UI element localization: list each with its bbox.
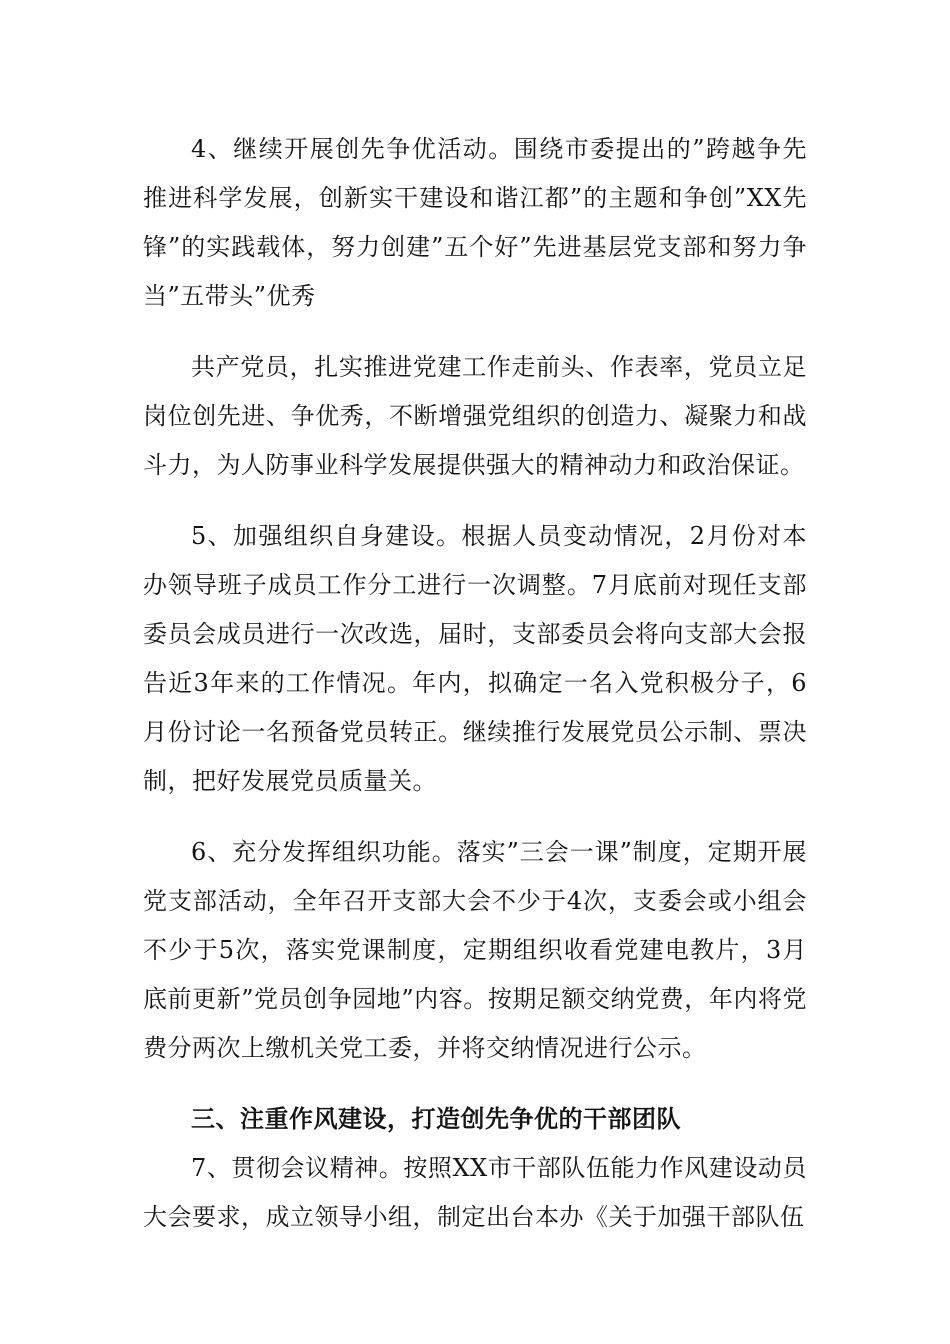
paragraph-item-6: 6、充分发挥组织功能。落实”三会一课”制度，定期开展党支部活动，全年召开支部大会不少于4次，支委会或小组会不少于5次，落实党课制度，定期组织收看党建电教片，3月底前更新”党员创争园地”内容。按期足额交纳党费，年内将党费分两次上缴机关党工委，并将交纳情况进行公示。 <box>143 838 807 1062</box>
document-body <box>143 125 807 1242</box>
paragraph-item-7: 7、贯彻会议精神。按照XX市干部队伍能力作风建设动员大会要求，成立领导小组，制定出台本办《关于加强干部队伍 <box>143 1154 807 1231</box>
section-heading-3: 三、注重作风建设，打造创先争优的干部团队 <box>191 1105 681 1133</box>
paragraph-party-members: 共产党员，扎实推进党建工作走前头、作表率，党员立足岗位创先进、争优秀，不断增强党组织的创造力、凝聚力和战斗力，为人防事业科学发展提供强大的精神动力和政治保证。 <box>143 353 807 479</box>
paragraph-item-4: 4、继续开展创先争优活动。围绕市委提出的”跨越争先推进科学发展，创新实干建设和谐江都”的主题和争创”XX先锋”的实践载体，努力创建”五个好”先进基层党支部和努力争当”五带头”优秀 <box>143 135 807 310</box>
paragraph-item-5: 5、加强组织自身建设。根据人员变动情况，2月份对本办领导班子成员工作分工进行一次调整。7月底前对现任支部委员会成员进行一次改选，届时，支部委员会将向支部大会报告近3年来的工作情况。年内，拟确定一名入党积极分子，6月份讨论一名预备党员转正。继续推行发展党员公示制、票决制，把好发展党员质量关。 <box>143 522 807 795</box>
